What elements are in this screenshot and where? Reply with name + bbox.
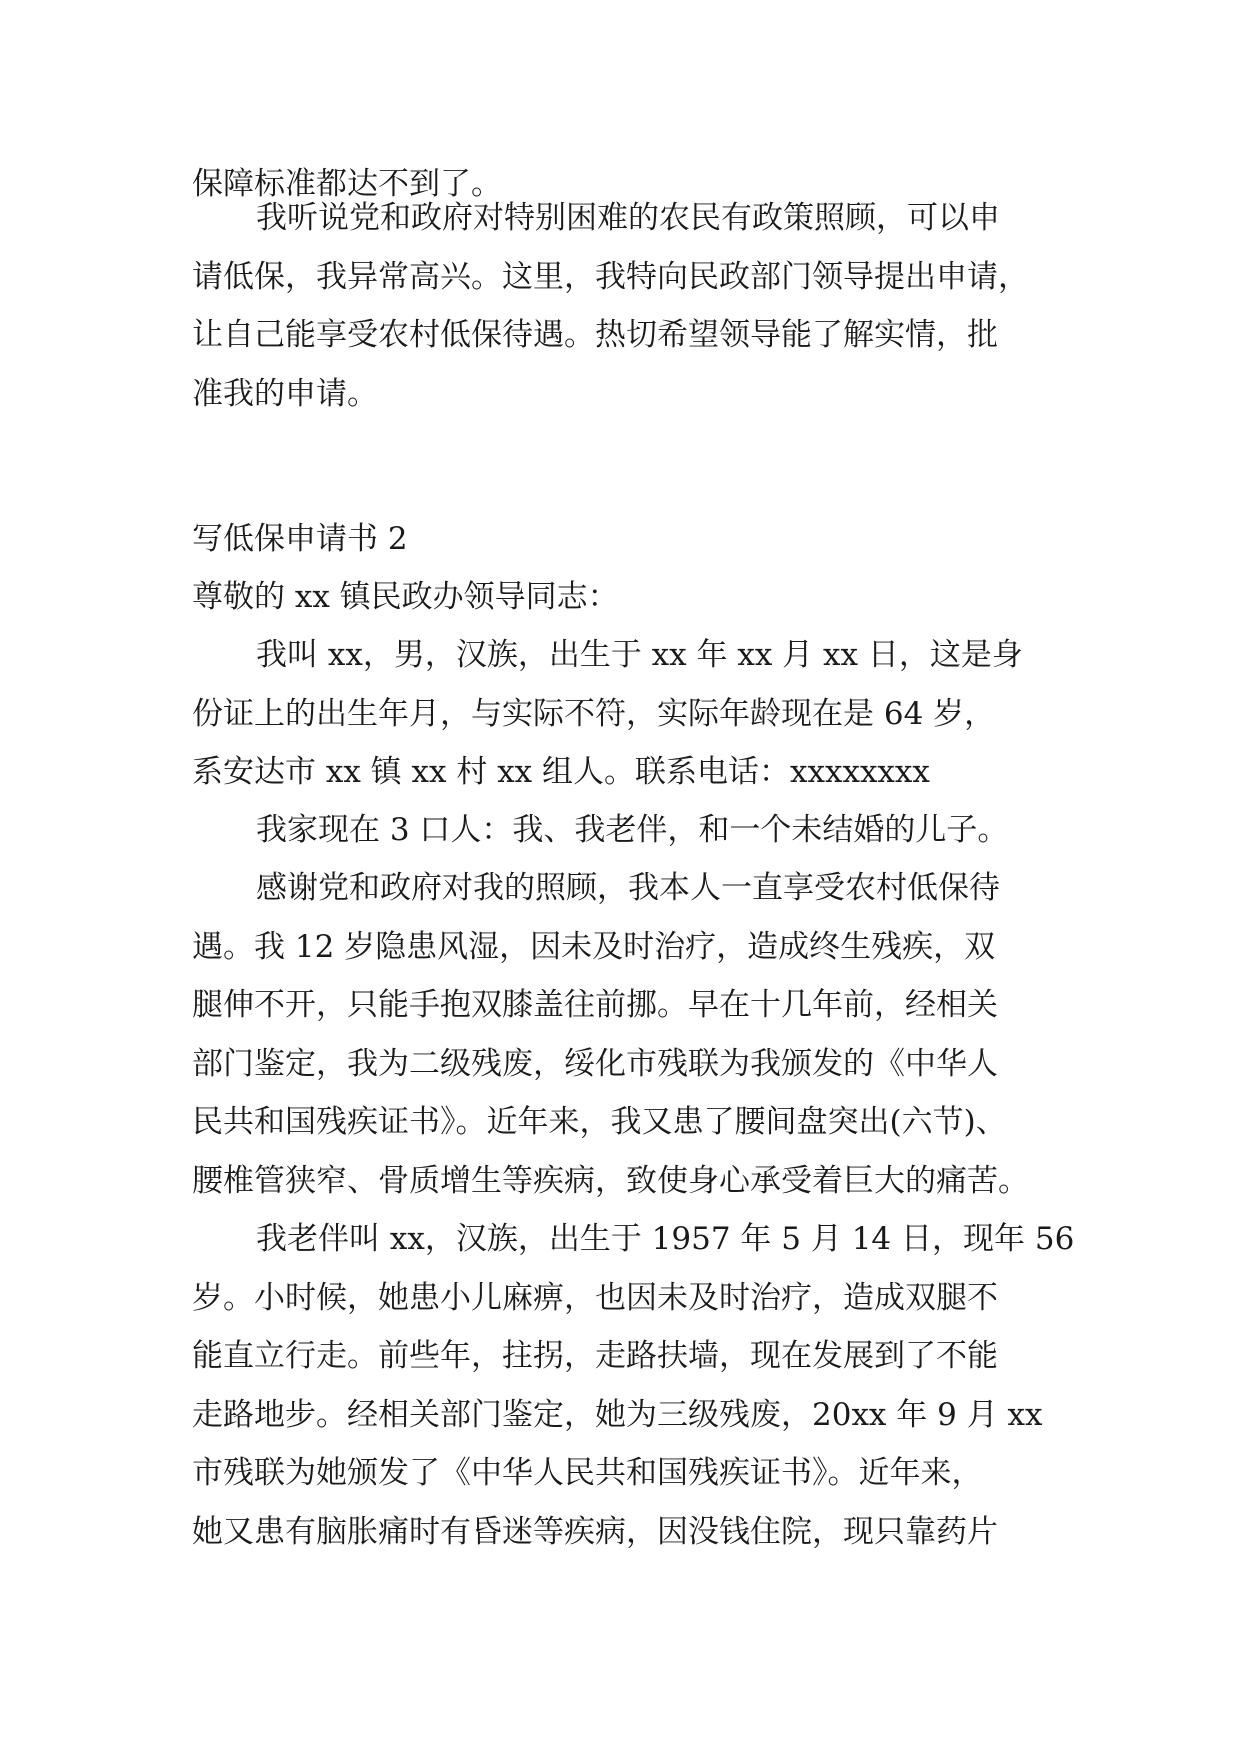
paragraph-application [192, 189, 1052, 423]
section-title [192, 510, 1052, 569]
text-line: 让自己能享受农村低保待遇。热切希望领导能了解实情，批 [192, 317, 998, 353]
text-line: 我听说党和政府对特别困难的农民有政策照顾，可以申 [256, 200, 1000, 236]
paragraph-family [192, 801, 1052, 860]
text-line: 我家现在 3 口人：我、我老伴，和一个未结婚的儿子。 [256, 812, 1009, 848]
salutation [192, 568, 1052, 627]
text-line: 我老伴叫 xx，汉族，出生于 1957 年 5 月 14 日，现年 56 [256, 1221, 1075, 1257]
text-line: 部门鉴定，我为二级残废，绥化市残联为我颁发的《中华人 [192, 1045, 998, 1082]
text-line: 保障标准都达不到了。 [192, 166, 502, 202]
text-line: 准我的申请。 [192, 375, 378, 412]
text-line: 她又患有脑胀痛时有昏迷等疾病，因没钱住院，现只靠药片 [192, 1513, 998, 1550]
text-line: 遇。我 12 岁隐患风湿，因未及时治疗，造成终生残疾，双 [192, 928, 996, 965]
text-line: 份证上的出生年月，与实际不符，实际年龄现在是 64 岁， [192, 695, 996, 732]
text-line: 感谢党和政府对我的照顾，我本人一直享受农村低保待 [256, 870, 1000, 906]
text-line: 能直立行走。前些年，拄拐，走路扶墙，现在发展到了不能 [192, 1338, 998, 1374]
heading-line: 写低保申请书 2 [192, 521, 408, 557]
paragraph-spouse [192, 1210, 1075, 1561]
text-line: 我叫 xx，男，汉族，出生于 xx 年 xx 月 xx 日，这是身 [256, 637, 1023, 673]
text-line: 尊敬的 xx 镇民政办领导同志： [192, 579, 619, 615]
text-line: 请低保，我异常高兴。这里，我特向民政部门领导提出申请， [192, 258, 1029, 295]
text-line: 市残联为她颁发了《中华人民共和国残疾证书》。近年来， [192, 1455, 983, 1491]
text-line: 民共和国残疾证书》。近年来，我又患了腰间盘突出(六节)、 [192, 1104, 1007, 1140]
text-line: 走路地步。经相关部门鉴定，她为三级残废，20xx 年 9 月 xx [192, 1396, 1043, 1433]
text-line: 系安达市 xx 镇 xx 村 xx 组人。联系电话：xxxxxxxx [192, 754, 930, 790]
text-line: 腰椎管狭窄、骨质增生等疾病，致使身心承受着巨大的痛苦。 [192, 1162, 1029, 1199]
text-line: 岁。小时候，她患小儿麻痹，也因未及时治疗，造成双腿不 [192, 1279, 998, 1316]
paragraph-self-intro [192, 626, 1052, 802]
paragraph-health-self [192, 859, 1052, 1210]
text-line: 腿伸不开，只能手抱双膝盖往前挪。早在十几年前，经相关 [192, 987, 998, 1023]
